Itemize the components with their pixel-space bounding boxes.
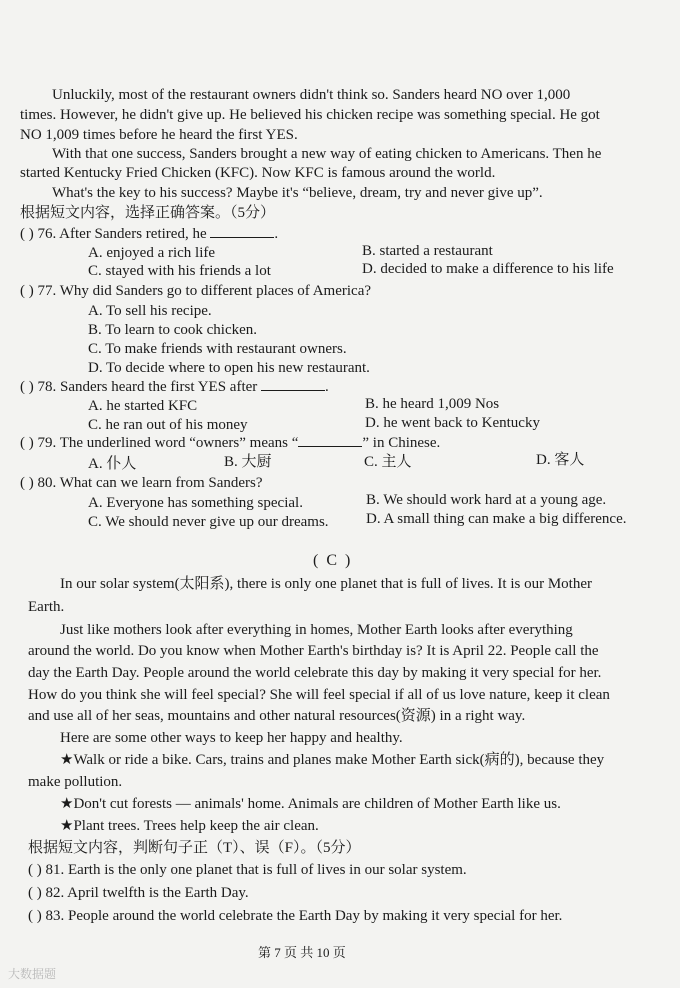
question-79 bbox=[20, 434, 440, 453]
option-a: A. he started KFC bbox=[88, 398, 198, 414]
answer-blank[interactable] bbox=[298, 434, 362, 447]
question-82: ( ) 82. April twelfth is the Earth Day. bbox=[28, 885, 249, 901]
option-c: C. he ran out of his money bbox=[88, 417, 248, 433]
passage-b-line: With that one success, Sanders brought a new way of eating chicken to Americans. Then he bbox=[52, 146, 602, 162]
option-d: D. 客人 bbox=[536, 452, 585, 468]
question-text: ( ) 79. The underlined word “owners” means “ bbox=[20, 435, 299, 451]
option-c: C. 主人 bbox=[364, 454, 412, 470]
option-d: D. To decide where to open his new restaurant. bbox=[88, 360, 370, 376]
option-a: A. 仆人 bbox=[88, 456, 137, 472]
option-c: C. To make friends with restaurant owners. bbox=[88, 341, 347, 357]
passage-b-line: times. However, he didn't give up. He believed his chicken recipe was something special. He got bbox=[20, 107, 600, 123]
option-b: B. We should work hard at a young age. bbox=[366, 492, 607, 508]
passage-c-bullet: ★Plant trees. Trees help keep the air clean. bbox=[60, 818, 319, 834]
option-b: B. To learn to cook chicken. bbox=[88, 322, 258, 338]
question-83: ( ) 83. People around the world celebrate the Earth Day by making it very special for her. bbox=[28, 908, 563, 924]
option-b: B. started a restaurant bbox=[362, 243, 493, 259]
section-b-instruction: 根据短文内容，选择正确答案。（5分） bbox=[20, 205, 276, 221]
question-81: ( ) 81. Earth is the only one planet that is full of lives in our solar system. bbox=[28, 862, 467, 878]
option-a: A. Everyone has something special. bbox=[88, 495, 303, 511]
option-c: C. stayed with his friends a lot bbox=[88, 263, 271, 279]
passage-b-line: Unluckily, most of the restaurant owners didn't think so. Sanders heard NO over 1,000 bbox=[52, 87, 571, 103]
passage-c-line: day the Earth Day. People around the world celebrate this day by making it very special for her. bbox=[28, 665, 602, 681]
passage-c-bullet: ★Don't cut forests — animals' home. Animals are children of Mother Earth like us. bbox=[60, 796, 561, 812]
answer-blank[interactable] bbox=[210, 225, 274, 238]
passage-c-line: make pollution. bbox=[28, 774, 123, 790]
question-tail: . bbox=[325, 379, 329, 395]
question-text: ( ) 76. After Sanders retired, he bbox=[20, 226, 207, 242]
option-b: B. 大厨 bbox=[224, 454, 272, 470]
option-c: C. We should never give up our dreams. bbox=[88, 514, 329, 530]
option-d: D. he went back to Kentucky bbox=[365, 415, 540, 431]
passage-c-line: around the world. Do you know when Mother Earth's birthday is? It is April 22. People call the bbox=[28, 643, 599, 659]
question-76 bbox=[20, 225, 278, 244]
question-tail: . bbox=[274, 226, 279, 242]
option-b: B. he heard 1,009 Nos bbox=[365, 396, 500, 412]
option-d: D. A small thing can make a big difference. bbox=[366, 511, 627, 527]
question-78 bbox=[20, 378, 329, 397]
section-c-title: ( C ) bbox=[313, 552, 353, 569]
question-text: ( ) 78. Sanders heard the first YES after bbox=[20, 379, 258, 395]
passage-c-line: Just like mothers look after everything in homes, Mother Earth looks after everything bbox=[60, 622, 573, 638]
passage-c-line: In our solar system(太阳系), there is only one planet that is full of lives. It is our Mother bbox=[60, 576, 592, 592]
passage-c-line: and use all of her seas, mountains and other natural resources(资源) in a right way. bbox=[28, 708, 526, 724]
passage-b-line: started Kentucky Fried Chicken (KFC). Now KFC is famous around the world. bbox=[20, 165, 496, 181]
page-footer: 第 7 页 共 10 页 bbox=[258, 945, 346, 960]
passage-b-line: NO 1,009 times before he heard the first YES. bbox=[20, 127, 298, 143]
passage-c-line: Here are some other ways to keep her happy and healthy. bbox=[60, 730, 403, 746]
watermark: 大数据题 bbox=[8, 967, 57, 981]
option-d: D. decided to make a difference to his life bbox=[362, 261, 614, 277]
passage-b-line: What's the key to his success? Maybe it's “believe, dream, try and never give up”. bbox=[52, 185, 543, 201]
question-tail: ” in Chinese. bbox=[362, 435, 441, 451]
section-c-instruction: 根据短文内容，判断句子正（T）、误（F）。（5分） bbox=[28, 840, 361, 856]
option-a: A. To sell his recipe. bbox=[88, 303, 212, 319]
question-77: ( ) 77. Why did Sanders go to different places of America? bbox=[20, 283, 372, 299]
option-a: A. enjoyed a rich life bbox=[88, 245, 216, 261]
passage-c-line: How do you think she will feel special? She will feel special if all of us love nature, keep it clean bbox=[28, 687, 610, 703]
passage-c-line: Earth. bbox=[28, 599, 65, 615]
answer-blank[interactable] bbox=[261, 378, 325, 391]
passage-c-bullet: ★Walk or ride a bike. Cars, trains and planes make Mother Earth sick(病的), because they bbox=[60, 752, 605, 768]
question-80: ( ) 80. What can we learn from Sanders? bbox=[20, 475, 263, 491]
